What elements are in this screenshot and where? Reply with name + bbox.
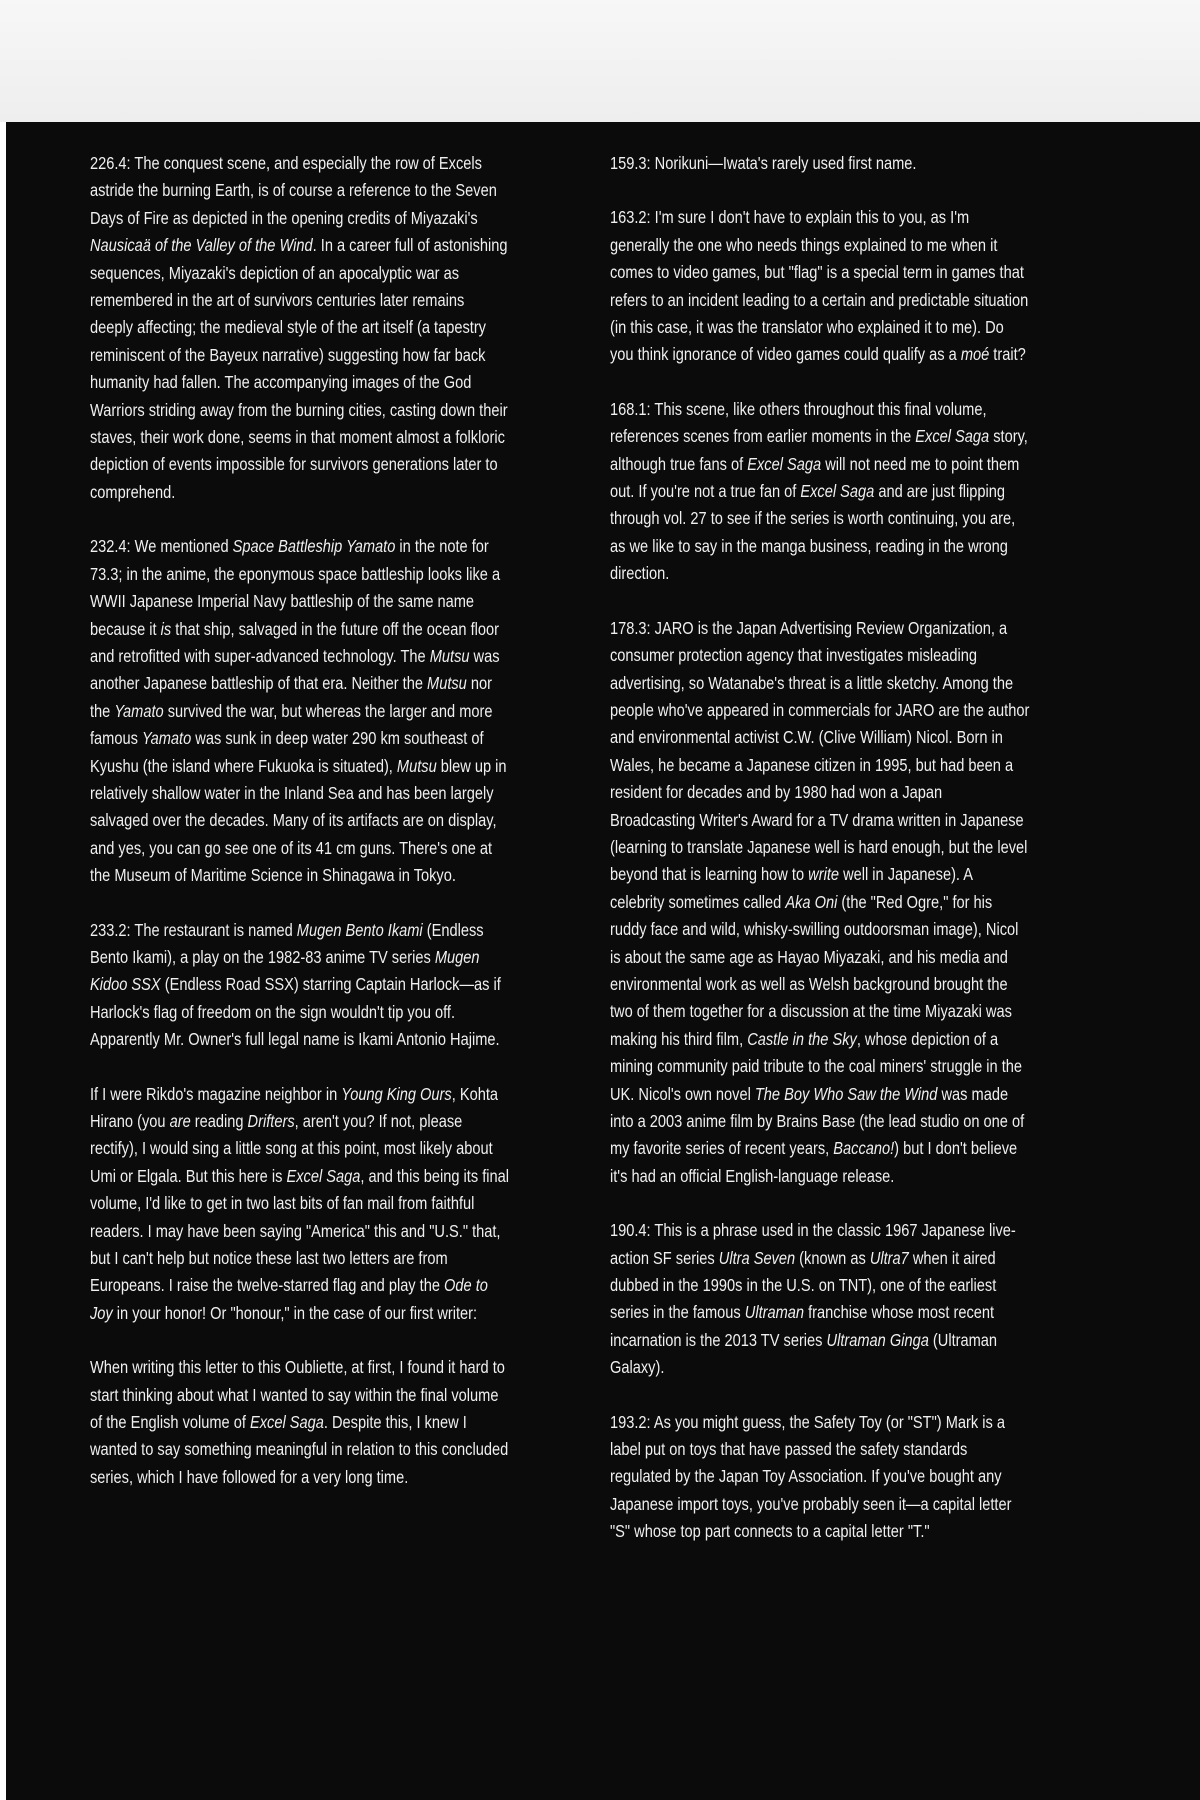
italic-title-run: Mutsu <box>429 645 470 666</box>
right-text-column <box>610 150 1030 1573</box>
italic-title-run: Nausicaä of the Valley of the Wind <box>90 235 313 256</box>
text-run: 193.2: As you might guess, the Safety Toy (or "ST") Mark is a label put on toys that have passed the safety standards regulated by the Japan Toy Association. If you've bought any Japanese import toys, you've probably seen it—a capital letter "S" whose top part connects to a capital letter "T." <box>610 1411 1012 1542</box>
note-233-2 <box>90 917 510 1054</box>
text-run: was made into a 2003 anime film by Brains Base (the lead studio on one of my favorite series of recent years, <box>610 1083 1025 1159</box>
italic-title-run: Ultra Seven <box>718 1247 796 1268</box>
italic-title-run: Mugen Kidoo SSX <box>90 946 480 995</box>
italic-title-run: is <box>160 618 172 639</box>
text-run: (Endless Road SSX) starring Captain Harlock—as if Harlock's flag of freedom on the sign wouldn't tip you off. Apparently Mr. Owner's full legal name is Ikami Antonio Hajime. <box>90 974 501 1050</box>
italic-title-run: Ultraman Ginga <box>826 1329 929 1350</box>
italic-title-run: Excel Saga <box>747 453 822 474</box>
text-run: survived the war, but whereas the larger and more famous <box>90 700 493 749</box>
italic-title-run: Yamato <box>141 728 192 749</box>
text-run: and are just flipping through vol. 27 to see if the series is worth continuing, you are, as we like to say in the manga business, reading in the wrong direction. <box>610 481 1016 584</box>
text-run: franchise whose most recent incarnation is the 2013 TV series <box>610 1302 995 1350</box>
text-run: . In a career full of astonishing sequences, Miyazaki's depiction of an apocalyptic war as remembered in the art of survivors centuries later remains deeply affecting; the medieval style of the art itself (a tapestry reminiscent of the Bayeux narrative) suggesting how far back humanity had fallen. The accompanying images of the God Warriors striding away from the burning cities, casting down their staves, their work done, seems in that moment almost a folkloric depiction of events impossible for survivors generations later to comprehend. <box>90 235 508 502</box>
text-run: 233.2: The restaurant is named <box>90 919 297 940</box>
italic-title-run: Mugen Bento Ikami <box>296 919 423 940</box>
italic-title-run: Castle in the Sky <box>747 1028 857 1049</box>
text-run: 232.4: We mentioned <box>90 536 233 557</box>
italic-title-run: Excel Saga <box>800 481 875 502</box>
italic-title-run: Yamato <box>114 700 164 721</box>
italic-title-run: Drifters <box>247 1111 295 1131</box>
note-168-1 <box>610 396 1030 588</box>
text-run: was sunk in deep water 290 km southeast of Kyushu (the island where Fukuoka is situated), <box>90 728 484 776</box>
text-run: in your honor! Or "honour," in the case of our first writer: <box>112 1302 478 1323</box>
text-run: When writing this letter to this Oubliette, at first, I found it hard to start thinking about what I wanted to say within the final volume of the English volume of <box>90 1357 505 1433</box>
italic-title-run: are <box>169 1111 191 1131</box>
text-run: nor the <box>90 673 492 721</box>
italic-title-run: Young King Ours <box>341 1083 452 1104</box>
note-193-2 <box>610 1409 1030 1546</box>
text-run: well in Japanese). A celebrity sometimes called <box>610 864 973 912</box>
text-run: that ship, salvaged in the future off the ocean floor and retrofitted with super-advanced technology. The <box>90 618 500 666</box>
note-178-3 <box>610 615 1030 1191</box>
note-163-2 <box>610 204 1030 368</box>
text-run: (known as <box>795 1247 870 1268</box>
text-run: , aren't you? If not, please rectify), I would sing a little song at this point, most likely about Umi or Elgala. But this here is <box>90 1111 493 1186</box>
italic-title-run: Ultraman <box>744 1302 805 1323</box>
text-run: ) but I don't believe it's had an official English-language release. <box>610 1138 1018 1186</box>
text-run: 159.3: Norikuni—Iwata's rarely used first name. <box>610 153 917 173</box>
note-190-4 <box>610 1217 1030 1381</box>
italic-title-run: Space Battleship Yamato <box>232 536 396 557</box>
text-run: was another Japanese battleship of that era. Neither the <box>90 645 500 694</box>
text-run: 178.3: JARO is the Japan Advertising Review Organization, a consumer protection agency that investigates misleading advertising, so Watanabe's threat is a little sketchy. Among the people who've appeared in commercials for JARO are the author and environmental activist C.W. (Clive William) Nicol. Born in Wales, he became a Japanese citizen in 1995, but had been a resident for decades and by 1980 had won a Japan Broadcasting Writer's Award for a TV drama written in Japanese (learning to translate Japanese well is hard enough, but the level beyond that is learning how to <box>610 617 1030 885</box>
italic-title-run: Mutsu <box>427 673 467 694</box>
note-226-4 <box>90 150 510 506</box>
text-run: story, although true fans of <box>610 426 1028 474</box>
text-run: 168.1: This scene, like others throughout this final volume, references scenes from earlier moments in the <box>610 398 987 447</box>
top-page-margin <box>0 0 1200 122</box>
italic-title-run: moé <box>960 344 990 365</box>
fan-letter-excerpt <box>90 1354 510 1491</box>
italic-title-run: Mutsu <box>396 755 437 776</box>
text-run: 163.2: I'm sure I don't have to explain this to you, as I'm generally the one who needs things explained to me when it comes to video games, but "flag" is a special term in games that refers to an incident leading to a certain and predictable situation (in this case, it was the translator who explained it to me). Do you think ignorance of video games could qualify as a <box>610 207 1029 365</box>
text-run: blew up in relatively shallow water in the Inland Sea and has been largely salvaged over the decades. Many of its artifacts are on display, and yes, you can go see one of its 41 cm guns. There's one at the Museum of Maritime Science in Shinagawa in Tokyo. <box>90 755 507 886</box>
italic-title-run: Excel Saga <box>286 1165 361 1186</box>
italic-title-run: Baccano! <box>833 1138 895 1159</box>
text-run: reading <box>190 1111 248 1131</box>
italic-title-run: Ultra7 <box>869 1247 909 1268</box>
left-text-column <box>90 150 510 1518</box>
text-run: 226.4: The conquest scene, and especially the row of Excels astride the burning Earth, is of course a reference to the Seven Days of Fire as depicted in the opening credits of Miyazaki's <box>90 153 497 228</box>
text-run: (Endless Bento Ikami), a play on the 1982-83 anime TV series <box>90 919 484 967</box>
italic-title-run: The Boy Who Saw the Wind <box>754 1083 938 1104</box>
italic-title-run: Excel Saga <box>249 1412 324 1433</box>
note-159-3 <box>610 150 1030 177</box>
italic-title-run: Ode to Joy <box>90 1275 488 1323</box>
text-run: will not need me to point them out. If you're not a true fan of <box>610 453 1020 502</box>
text-run: , and this being its final volume, I'd like to get in two last bits of fan mail from faithful readers. I may have been saying "America" this and "U.S." that, but I can't help but notice these last two letters are from Europeans. I raise the twelve-starred flag and play the <box>90 1165 510 1296</box>
italic-title-run: Excel Saga <box>915 426 990 447</box>
italic-title-run: Aka Oni <box>785 891 838 912</box>
text-run: If I were Rikdo's magazine neighbor in <box>90 1083 342 1104</box>
fan-mail-intro <box>90 1081 510 1328</box>
italic-title-run: write <box>808 864 840 885</box>
text-run: (the "Red Ogre," for his ruddy face and wild, whisky-swilling outdoorsman image), Nicol is about the same age as Hayao Miyazaki, and his media and environmental work as well as Welsh background brought the two of them together for a discussion at the time Miyazaki was making his third film, <box>610 891 1019 1049</box>
text-run: , Kohta Hirano (you <box>90 1083 499 1131</box>
text-run: (Ultraman Galaxy). <box>610 1329 998 1378</box>
text-run: . Despite this, I knew I wanted to say something meaningful in relation to this concluded series, which I have followed for a very long time. <box>90 1412 509 1487</box>
text-run: trait? <box>989 344 1026 365</box>
text-run: in the note for 73.3; in the anime, the eponymous space battleship looks like a WWII Japanese Imperial Navy battleship of the same name because it <box>90 536 501 639</box>
text-run: 190.4: This is a phrase used in the classic 1967 Japanese live-action SF series <box>610 1220 1016 1268</box>
text-run: , whose depiction of a mining community paid tribute to the coal miners' struggle in the UK. Nicol's own novel <box>610 1028 1023 1104</box>
note-232-4 <box>90 533 510 889</box>
text-run: when it aired dubbed in the 1990s in the U.S. on TNT), one of the earliest series in the famous <box>610 1247 997 1323</box>
